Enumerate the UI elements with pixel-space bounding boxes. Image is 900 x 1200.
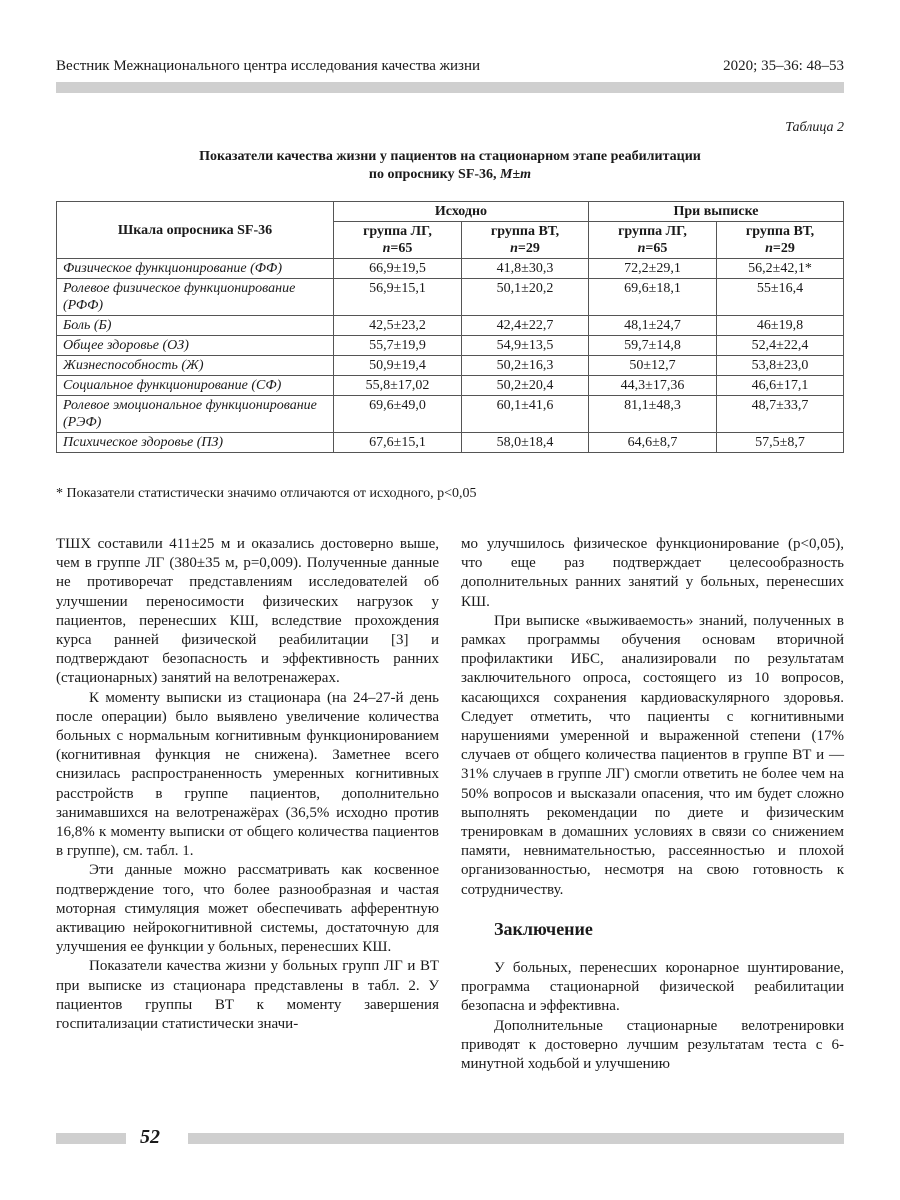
running-head: [56, 58, 844, 78]
row-scale: Физическое функционирование (ФФ): [57, 259, 334, 279]
cell-value: 64,6±8,7: [588, 433, 716, 453]
page-number: 52: [140, 1126, 160, 1148]
cell-value: 42,5±23,2: [334, 316, 462, 336]
cell-value: 52,4±22,4: [717, 336, 844, 356]
table-row: [57, 259, 844, 279]
row-scale: Жизнеспособность (Ж): [57, 356, 334, 376]
paragraph: Показатели качества жизни у больных групп ЛГ и ВТ при выписке из стационара представлены в табл. 2. У пациентов группы ВТ к моменту завершения госпитализации статистически значи-: [56, 958, 439, 1033]
table-title-line-1: Показатели качества жизни у пациентов на стационарном этапе реабилитации: [199, 149, 701, 164]
cell-value: 50,2±20,4: [462, 376, 589, 396]
table-row: [57, 336, 844, 356]
cell-value: 57,5±8,7: [717, 433, 844, 453]
cell-value: 56,2±42,1*: [717, 259, 844, 279]
cell-value: 55±16,4: [717, 279, 844, 316]
subheader-vt-discharge: группа ВТ, n=29: [717, 222, 844, 259]
header-rule: [56, 82, 844, 93]
table-row: [57, 396, 844, 433]
paragraph: Эти данные можно рассматривать как косвенное подтверждение того, что более разнообразная и частая моторная стимуляция может обеспечивать афферентную активацию нейрокогнитивной системы, достаточную для улучшения ее функции у больных, перенесших КШ.: [56, 862, 439, 956]
section-heading: Заключение: [494, 918, 593, 939]
cell-value: 46±19,8: [717, 316, 844, 336]
paragraph: Дополнительные стационарные велотренировки приводят к достоверно лучшим результатам теста с 6-минутной ходьбой и улучшению: [461, 1017, 844, 1073]
table-title-stat: M±m: [500, 167, 532, 182]
quality-of-life-table: [56, 201, 844, 453]
cell-value: 48,7±33,7: [717, 396, 844, 433]
row-scale: Боль (Б): [57, 316, 334, 336]
table-title: [56, 148, 844, 184]
journal-title: Вестник Межнационального центра исследования качества жизни: [56, 58, 481, 74]
row-scale: Социальное функционирование (СФ): [57, 376, 334, 396]
cell-value: 69,6±49,0: [334, 396, 462, 433]
table-row: [57, 433, 844, 453]
cell-value: 50,9±19,4: [334, 356, 462, 376]
cell-value: 50,2±16,3: [462, 356, 589, 376]
paragraph: К моменту выписки из стационара (на 24–27-й день после операции) было выявлено увеличение количества больных с нормальным когнитивным функционированием (когнитивная функция не снижена). Заметнее всего снизилась распространенность умеренных когнитивных расстройств в группе пациентов, дополнительно занимавшихся на велотренажёрах (36,5% исходно против 16,8% к моменту выписки от общего количества пациентов в группе), см. табл. 1.: [56, 689, 439, 860]
table-label: Таблица 2: [785, 120, 844, 135]
cell-value: 44,3±17,36: [588, 376, 716, 396]
subheader-lg-initial: группа ЛГ, n=65: [334, 222, 462, 259]
cell-value: 66,9±19,5: [334, 259, 462, 279]
table-row: [57, 376, 844, 396]
left-column: [56, 535, 439, 1034]
cell-value: 56,9±15,1: [334, 279, 462, 316]
subheader-lg-discharge: группа ЛГ, n=65: [588, 222, 716, 259]
group-header-discharge: При выписке: [588, 202, 843, 222]
cell-value: 48,1±24,7: [588, 316, 716, 336]
footer-rule-right: [188, 1133, 844, 1144]
row-scale: Ролевое эмоциональное функционирование (РЭФ): [57, 396, 334, 433]
col-scale-header: Шкала опросника SF-36: [57, 202, 334, 259]
paragraph: У больных, перенесших коронарное шунтирование, программа стационарной физической реабилитации безопасна и эффективна.: [461, 960, 844, 1015]
table-row: [57, 279, 844, 316]
cell-value: 69,6±18,1: [588, 279, 716, 316]
paragraph: мо улучшилось физическое функционирование (p<0,05), что еще раз подтверждает целесообразность дополнительных ранних занятий у больных, перенесших КШ.: [461, 536, 844, 610]
cell-value: 55,8±17,02: [334, 376, 462, 396]
issue-info: 2020; 35–36: 48–53: [723, 58, 844, 74]
cell-value: 55,7±19,9: [334, 336, 462, 356]
table-footnote: * Показатели статистически значимо отличаются от исходного, p<0,05: [56, 486, 477, 501]
cell-value: 67,6±15,1: [334, 433, 462, 453]
right-column: [461, 535, 844, 1074]
row-scale: Ролевое физическое функционирование (РФФ): [57, 279, 334, 316]
cell-value: 54,9±13,5: [462, 336, 589, 356]
cell-value: 42,4±22,7: [462, 316, 589, 336]
table-row: [57, 316, 844, 336]
cell-value: 50±12,7: [588, 356, 716, 376]
cell-value: 53,8±23,0: [717, 356, 844, 376]
cell-value: 81,1±48,3: [588, 396, 716, 433]
cell-value: 50,1±20,2: [462, 279, 589, 316]
row-scale: Психическое здоровье (ПЗ): [57, 433, 334, 453]
cell-value: 58,0±18,4: [462, 433, 589, 453]
cell-value: 59,7±14,8: [588, 336, 716, 356]
subheader-vt-initial: группа ВТ, n=29: [462, 222, 589, 259]
table-title-line-2: по опроснику SF-36, M±m: [368, 167, 532, 182]
paragraph: При выписке «выживаемость» знаний, полученных в рамках программы обучения основам вторичной профилактики ИБС, анализировали по результатам заключительного опроса, состоящего из 10 вопросов, касающихся сохранения кардиоваскулярного здоровья. Следует отметить, что пациенты с когнитивными нарушениями умеренной и выраженной степени (17% случаев от общего количества пациентов в группе ВТ и — 31% случаев в группе ЛГ) смогли ответить не более чем на 50% вопросов и высказали опасения, что им будет сложно выполнять рекомендации по диете и физическим тренировкам в домашних условиях в связи со снижением памяти, невнимательностью, рассеянностью и плохой организованностью, несмотря на свою готовность к сотрудничеству.: [461, 612, 844, 898]
cell-value: 60,1±41,6: [462, 396, 589, 433]
group-header-initial: Исходно: [334, 202, 589, 222]
row-scale: Общее здоровье (ОЗ): [57, 336, 334, 356]
table-row: [57, 356, 844, 376]
cell-value: 41,8±30,3: [462, 259, 589, 279]
paragraph: ТШХ составили 411±25 м и оказались достоверно выше, чем в группе ЛГ (380±35 м, p=0,009). Полученные данные не противоречат представлениям исследователей об улучшении переносимости физических нагрузок у пациентов, перенесших КШ, вследствие прохождения курса ранней физической реабилитации [3] и подтверждают безопасность и эффективность ранних (стационарных) занятий на велотренажерах.: [56, 536, 439, 687]
cell-value: 46,6±17,1: [717, 376, 844, 396]
cell-value: 72,2±29,1: [588, 259, 716, 279]
footer-rule-left: [56, 1133, 126, 1144]
